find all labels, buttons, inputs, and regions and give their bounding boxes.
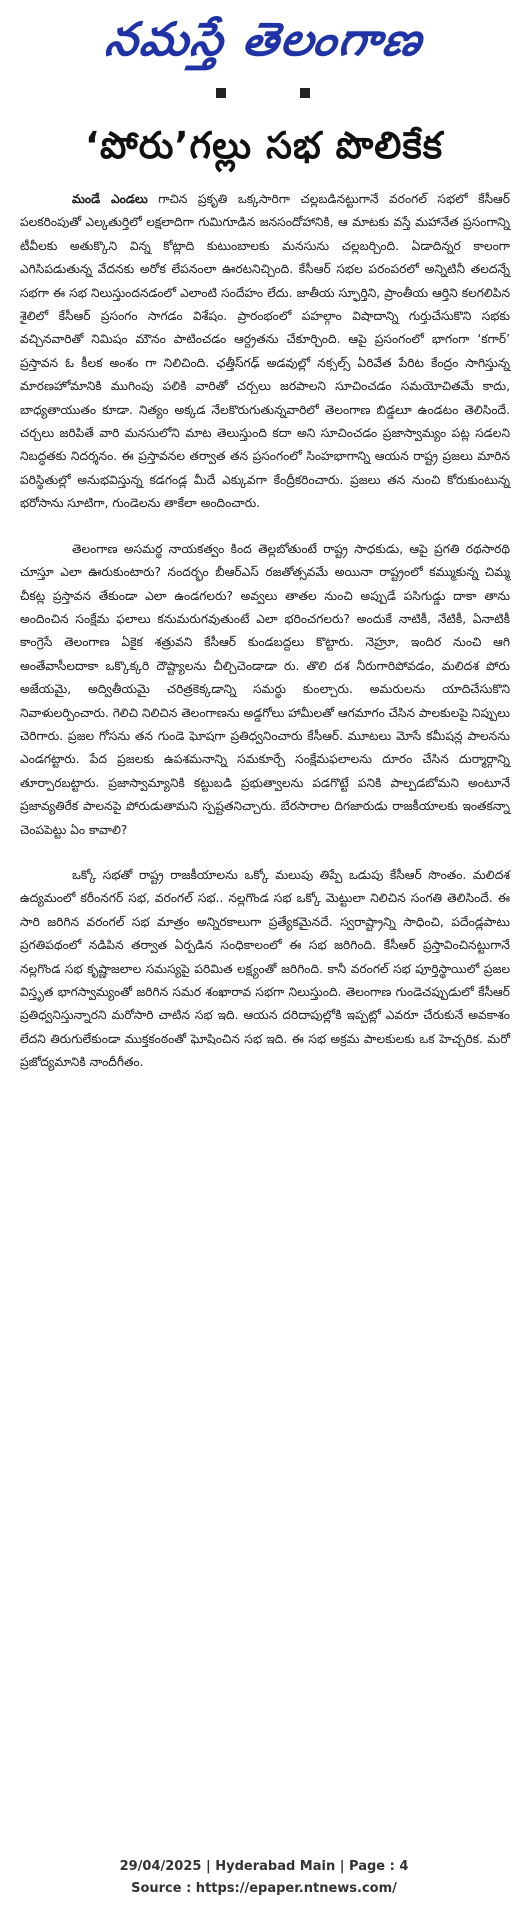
article-paragraph-2: తెలంగాణ అసమర్థ నాయకత్వం కింద తెల్లబోతుంటే రాష్ట్ర సాధకుడు, ఆపై ప్రగతి రథసారథి చూస్తూ ఎలా ఊరుకుంటారు? నందర్భం బీఆర్‌ఎస్ రజతోత్సవమే అయినా రాష్ట్రంలో కమ్ముకున్న చిమ్మ చీకట్ల ప్రస్తావన తేకుండా ఎలా ఉండగలరు? అవ్వలు తాతల నుంచి అప్పుడే పసిగుడ్డు దాకా తాను అందించిన సంక్షేమ ఫలాలు కనుమరుగవుతుంటే ఎలా భరించగలరు? అందుకే నాటికీ, నేటికీ, ఏనాటికీ కాంగ్రెసే తెలంగాణ ఏకైక శత్రువని కేసీఆర్ కుండబద్దలు కొట్టారు. నెహ్రూ, ఇందిర నుంచి ఆగి అంతేవాసీలదాకా ఒక్కొక్కరి దౌష్ట్యాలను చీల్చిచెండాడా రు. తొలి దశ నీరుగారిపోవడం, మలిదశ పోరు అజేయమై, అద్వితీయమై చరిత్రకెక్కడాన్ని సమర్థు కుంల్చారు. అమరులను యాదిచేసుకొని నివాళులర్పించారు. గెలిచి నిలిచిన తెలంగాణను అడ్డగోలు హామీలతో ఆగమాగం చేసిన పాలకులపై నిప్పులు చెరిగారు. ప్రజల గోసను తన గుండె ఘోషగా ప్రతిధ్వనించారు కేసీఆర్. మూటలు మోసే కమీషన్ల పాలనను ఎండగట్టారు. పేద ప్రజలకు ఉపశమనాన్ని సమకూర్చే సంక్షేమఫలాలను దూరం చేసిన దుర్మార్గాన్ని తూర్పారబట్టారు. ప్రజాస్వామ్యానికి కట్టుబడి ప్రభుత్వాలను పడగొట్టే పనికి పాల్పడబోమని అంటూనే ప్రజావ్యతిరేక పాలనపై పోరుడుతామని స్పష్టతనిచ్చారు. బేరసారాల దిగజారుడు రాజకీయాలకు ఇంతకన్నా చెంపపెట్టు ఏం కావాలి? — [20, 541, 510, 837]
masthead — [0, 0, 528, 90]
article-body — [20, 188, 510, 1097]
article-lead: మండే ఎండలు — [72, 192, 148, 206]
article-headline: ‘పోరు’గల్లు సభ పొలికేక — [84, 124, 444, 167]
source-link[interactable]: Source : https://epaper.ntnews.com/ — [131, 1881, 397, 1896]
paragraph-1-text: గాచిన ప్రకృతి ఒక్కసారిగా చల్లబడినట్టుగానే వరంగల్ సభలో కేసీఆర్ పలకరింపుతో ఎల్కతుర్తిలో లక్షలాదిగా గుమిగూడిన జనసందోహానికి, ఆ మాటకు వస్తే మహానేత ప్రసంగాన్ని టీవీలకు అతుక్కొని విన్న కోట్లాది కుటుంబాలకు మనసును చల్లబర్చింది. ఏడాదిన్నర కాలంగా ఎగిసిపడుతున్న వేదనకు అరోక లేపనంలా ఊరటనిచ్చింది. కేసీఆర్ సభల పరంపరలో అన్నిటినీ తలదన్నే సభగా ఈ సభ నిలుస్తుందనడంలో ఎలాంటి సందేహం లేదు. జాతీయ స్ఫూర్తిని, ప్రాంతీయ ఆర్తిని కలగలిపిన శైలిలో కేసీఆర్ ప్రసంగం సాగడం విశేషం. ప్రారంభంలో పహల్గాం విషాదాన్ని గుర్తుచేసుకొని సభకు వచ్చినవారితో నిమిషం మౌనం పాటించడం ఆర్ద్రతను చేకూర్చింది. ఆపై ప్రసంగంలో భాగంగా ‘కగార్’ ప్రస్తావన ఓ కీలక అంశం గా నిలిచింది. ఛత్తీస్‌గఢ్ అడవుల్లో నక్సల్స్ ఏరివేత పేరిట కేంద్రం సాగిస్తున్న మారణహోమానికి ముగింపు పలికి వారితో చర్చలు జరపాలని సూచించడం సమయోచితమే కాదు, బాధ్యతాయుతం కూడా. నిత్యం అక్కడ నేలకొరుగుతున్నవారిలో తెలంగాణ బిడ్డలూ ఉండటం తెలిసిందే. చర్చలు జరిపితే వారి మనసులోని మాట తెలుస్తుంది కదా అని సూచించడం ప్రజాస్వామ్యం పట్ల సడలని నిబద్ధతకు నిదర్శనం. ఈ ప్రస్తావనల తర్వాత తన ప్రసంగంలో సింహభాగాన్ని ఆయన రాష్ట్ర ప్రజలు మారిన పరిస్థితుల్లో అనుభవిస్తున్న కడగండ్ల మీదే ఎక్కువగా కేంద్రీకరించారు. ప్రజలు తన నుంచి కోరుకుంటున్న భరోసాను సూటిగా, గుండెలను తాకేలా అందించారు. — [20, 192, 511, 511]
masthead-title: నమస్తే తెలంగాణ — [102, 12, 428, 66]
article-paragraph-3: ఒక్కో సభతో రాష్ట్ర రాజకీయాలను ఒక్కో మలుపు తిప్పే ఒడుపు కేసీఆర్ సొంతం. మలిదశ ఉద్యమంలో కరీంనగర్ సభ, వరంగల్ సభ.. నల్లగొండ సభ ఒక్కో మెట్టులా నిలిచిన సంగతి తెలిసిందే. ఈ సారి జరిగిన వరంగల్ సభ మాత్రం అన్నిరకాలుగా ప్రత్యేకమైనదే. స్వరాష్ట్రాన్ని సాధించి, పదేండ్లపాటు ప్రగతిపథంలో నడిపిన తర్వాత ఏర్పడిన సంధికాలంలో ఈ సభ జరిగింది. కేసీఆర్ ప్రస్తావించినట్టుగానే నల్లగొండ సభ కృష్ణాజలాల సమస్యపై పరిమిత లక్ష్యంతో జరిగింది. కానీ వరంగల్ సభ పూర్తిస్థాయిలో ప్రజల విస్తృత భాగస్వామ్యంతో జరిగిన సమర శంఖారావ సభగా నిలుస్తుంది. తెలంగాణ గుండెచప్పుడులో కేసీఆర్ ప్రతిధ్వనిస్తున్నారని మరోసారి చాటిన సభ ఇది. ఆయన దరిదాపుల్లోకి ఇప్పట్లో ఎవరూ చేరుకునే అవకాశం లేదని తిరుగులేకుండా ముక్తకంఠంతో ఘోషించిన సభ ఇది. ఈ సభ అక్రమ పాలకులకు ఒక హెచ్చరిక. మరో ప్రజోద్యమానికి నాందీగీతం. — [20, 867, 510, 1070]
edition-info: 29/04/2025 | Hyderabad Main | Page : 4 — [119, 1859, 409, 1874]
separator-mark-left — [216, 88, 226, 98]
article-paragraph-1 — [20, 188, 510, 516]
separator-mark-right — [300, 88, 310, 98]
page-footer — [0, 1856, 528, 1916]
